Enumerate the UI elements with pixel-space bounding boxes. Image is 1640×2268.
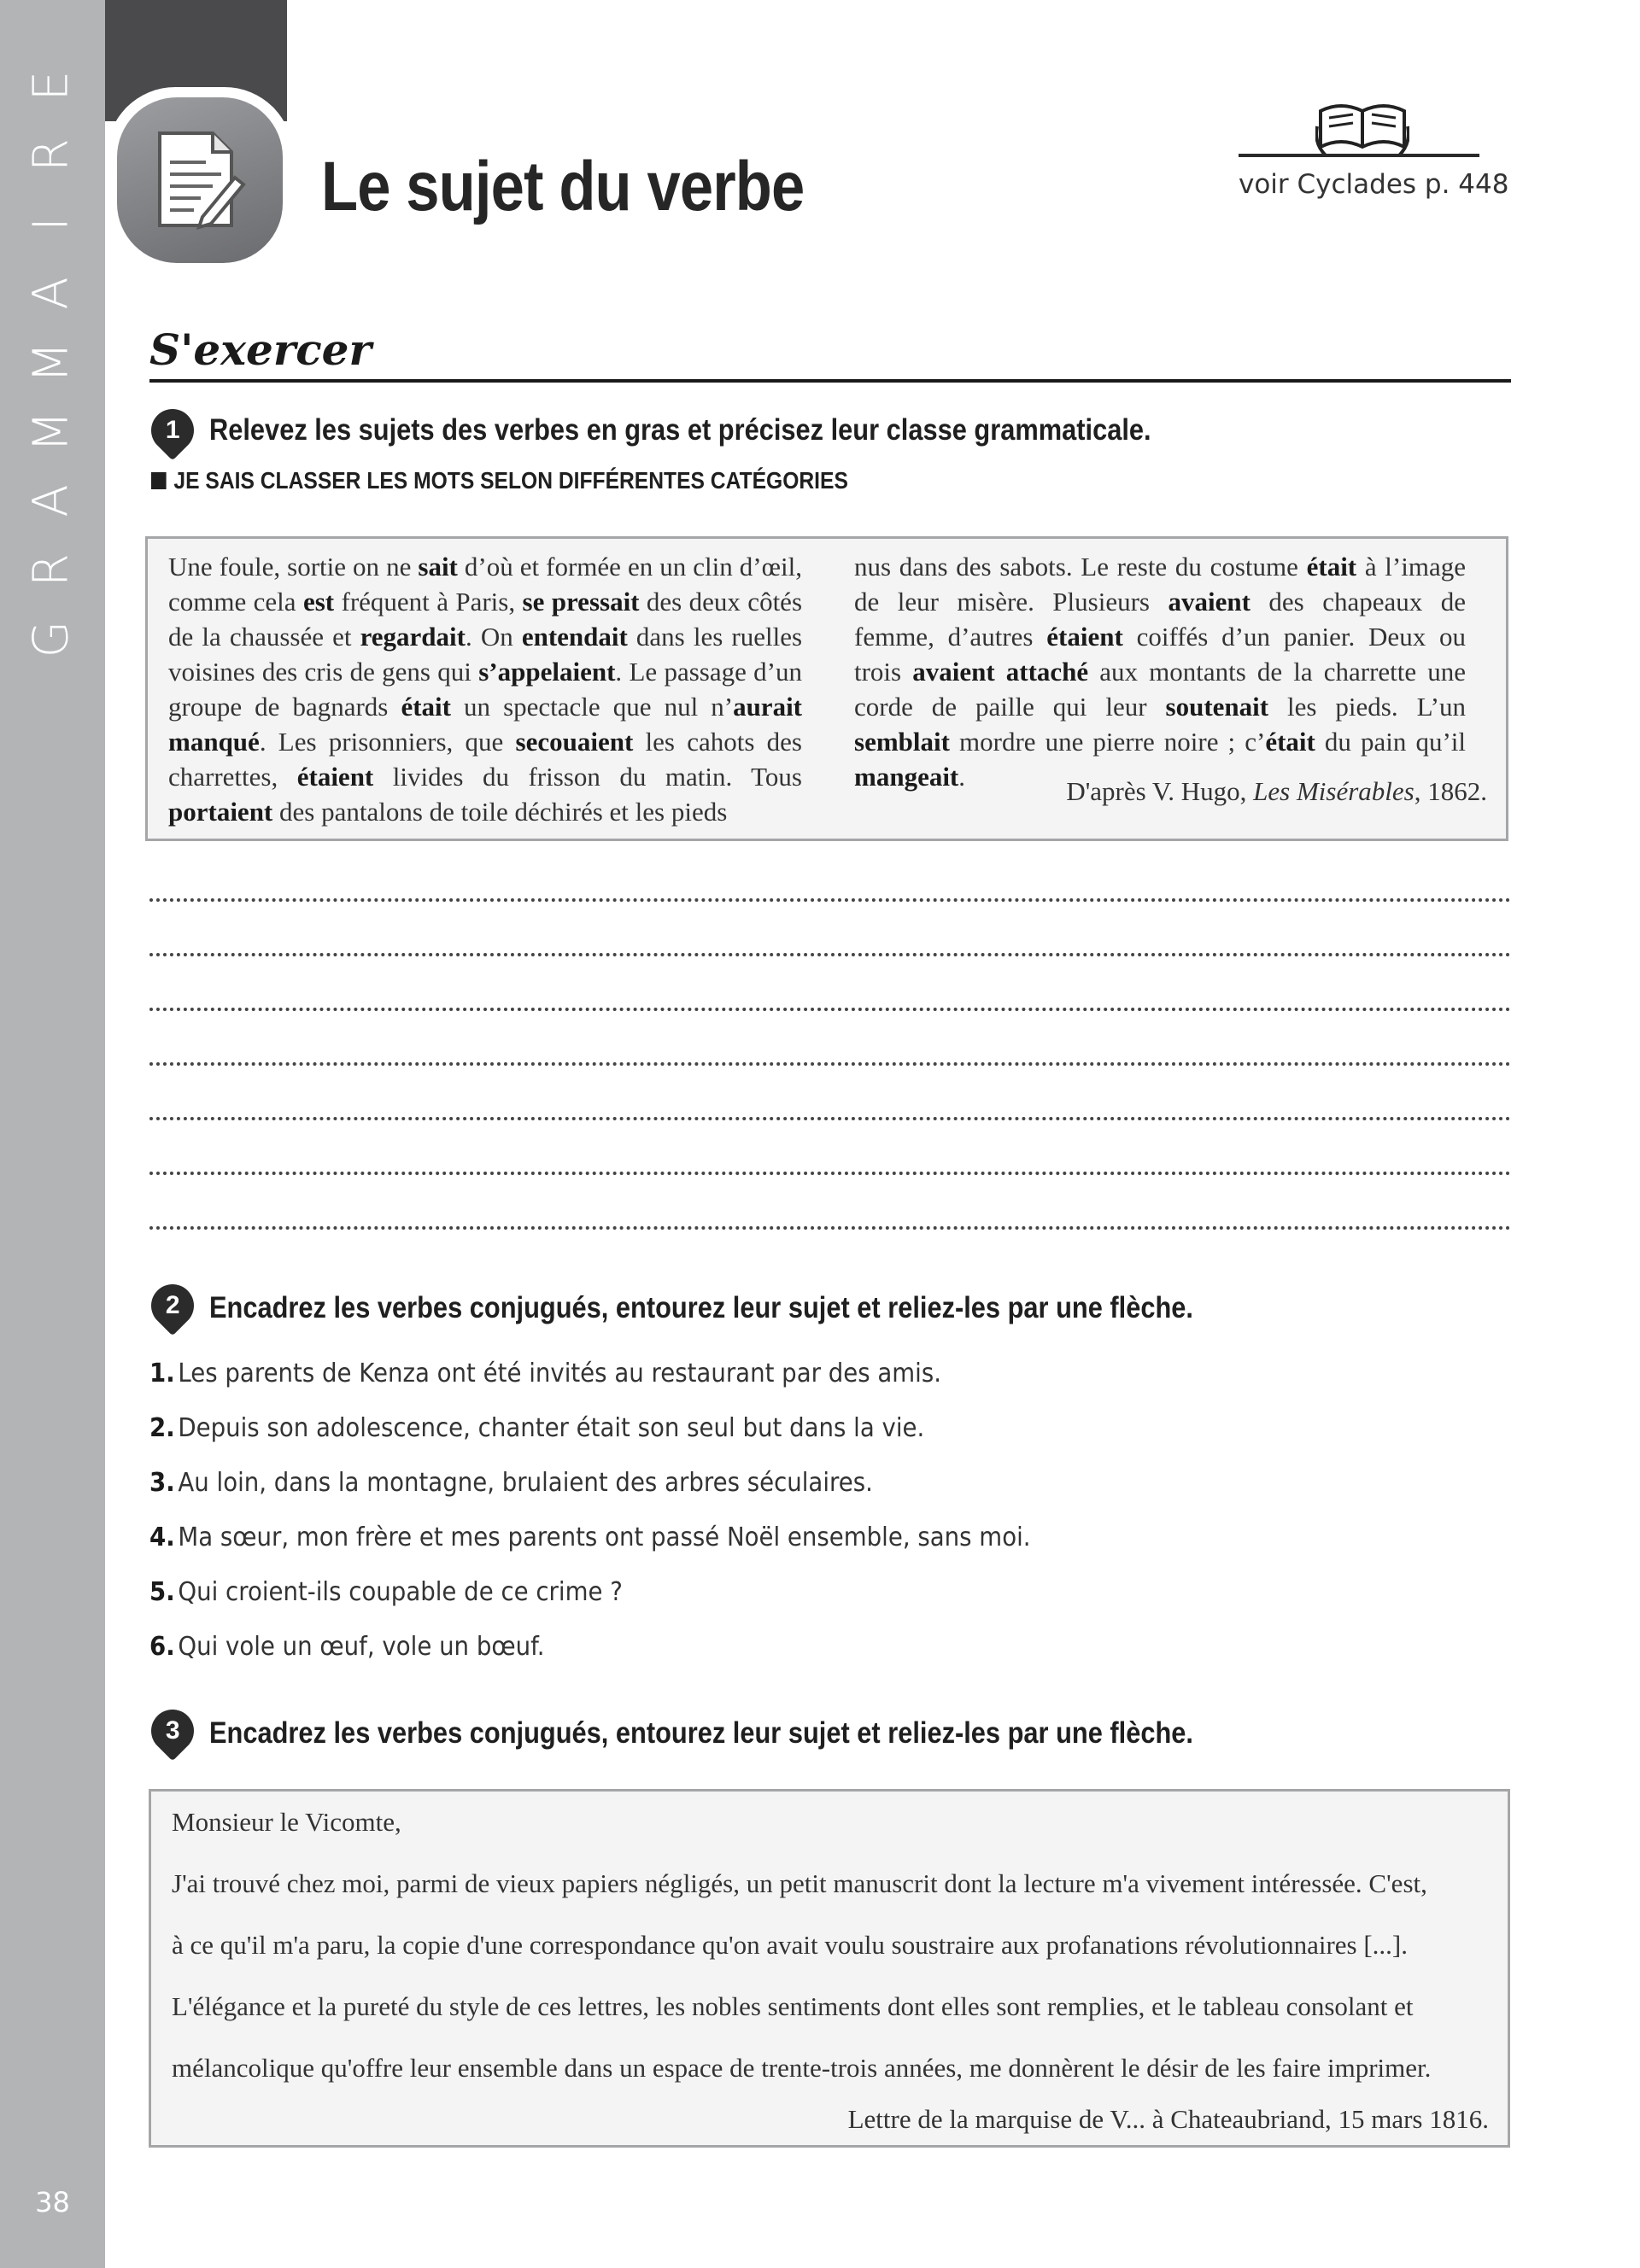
page-title: Le sujet du verbe [321, 148, 805, 225]
sentence-item: 6. Qui vole un œuf, vole un bœuf. [149, 1632, 545, 1662]
section-rule [149, 379, 1511, 383]
vertical-word-letter: R [23, 553, 79, 587]
reference-rule [1239, 154, 1479, 157]
exercise-number-badge: 2 [143, 1276, 203, 1336]
vertical-word-letter: R [23, 138, 79, 172]
answer-line[interactable] [149, 1172, 1511, 1175]
vertical-word-letter: G [23, 620, 79, 658]
document-pencil-icon [117, 97, 283, 263]
vertical-section-word [17, 51, 85, 674]
exercise-3-instruction: Encadrez les verbes conjugués, entourez leur sujet et reliez-les par une flèche. [209, 1716, 1193, 1750]
sidebar-band [0, 0, 105, 2268]
vertical-word-letter: E [23, 70, 79, 102]
answer-line[interactable] [149, 953, 1511, 956]
vertical-word-letter: I [23, 217, 79, 231]
sentence-item: 1. Les parents de Kenza ont été invités au restaurant par des amis. [149, 1359, 942, 1388]
letter-source: Lettre de la marquise de V... à Chateaubriand, 15 mars 1816. [847, 2104, 1489, 2134]
letter-line: L'élégance et la pureté du style de ces lettres, les nobles sentiments dont elles sont remplies, et le tableau consolant et [172, 1991, 1414, 2021]
vertical-word-letter: M [23, 411, 79, 453]
answer-line[interactable] [149, 1226, 1511, 1230]
extract-column-left: Une foule, sortie on ne sait d’où et formée en un clin d’œil, comme cela est fréquent à Paris, se pressait des deux côtés de la chaussée et regardait. On entendait dans les ruelles voisines des cris de gens qui s’appelaient. Le passage d’un groupe de bagnards était un spectacle que nul n’aurait manqué. Les prisonniers, que secouaient les cahots des charrettes, étaient livides du frisson du matin. Tous portaient des pantalons de toile déchirés et les pieds [168, 552, 803, 827]
sentence-item: 3. Au loin, dans la montagne, brulaient des arbres séculaires. [149, 1468, 873, 1498]
answer-line[interactable] [149, 1117, 1511, 1120]
letter-line: à ce qu'il m'a paru, la copie d'une correspondance qu'on avait voulu soustraire aux profanations révolutionnaires [...]. [172, 1930, 1408, 1960]
answer-line[interactable] [149, 898, 1511, 902]
vertical-word-letter: A [23, 277, 79, 310]
letter-line: Monsieur le Vicomte, [172, 1807, 401, 1837]
vertical-word-letter: M [23, 342, 79, 383]
sentence-item: 4. Ma sœur, mon frère et mes parents ont passé Noël ensemble, sans moi. [149, 1523, 1031, 1552]
extract-source: D'après V. Hugo, Les Misérables, 1862. [1066, 776, 1487, 806]
sentence-item: 5. Qui croient-ils coupable de ce crime ? [149, 1577, 623, 1607]
reference-text: voir Cyclades p. 448 [1239, 169, 1509, 200]
extract-column-right: nus dans des sabots. Le reste du costume était à l’image de leur misère. Plusieurs avaient des chapeaux de femme, d’autres étaient coiffés d’un panier. Deux ou trois avaient attaché aux montants de la charrette une corde de paille qui leur soutenait les pieds. L’un semblait mordre une pierre noire ; c’était du pain qu’il mangeait. [854, 552, 1466, 792]
exercise-1-instruction: Relevez les sujets des verbes en gras et précisez leur classe grammaticale. [209, 413, 1151, 447]
text-extract-box [145, 536, 1508, 841]
page-number: 38 [35, 2186, 70, 2218]
letter-line: mélancolique qu'offre leur ensemble dans un espace de trente-trois années, me donnèrent le désir de les faire imprimer. [172, 2053, 1432, 2083]
section-heading: S'exercer [149, 324, 372, 375]
answer-line[interactable] [149, 1008, 1511, 1011]
sentence-item: 2. Depuis son adolescence, chanter était son seul but dans la vie. [149, 1413, 925, 1443]
answer-line[interactable] [149, 1062, 1511, 1066]
reading-person-icon [1315, 92, 1409, 157]
letter-extract-box [149, 1789, 1510, 2148]
skill-label: JE SAIS CLASSER LES MOTS SELON DIFFÉRENTES CATÉGORIES [151, 467, 848, 494]
exercise-number-badge: 3 [143, 1701, 203, 1762]
square-bullet-icon [151, 472, 167, 489]
exercise-2-instruction: Encadrez les verbes conjugués, entourez leur sujet et reliez-les par une flèche. [209, 1291, 1193, 1324]
letter-line: J'ai trouvé chez moi, parmi de vieux papiers négligés, un petit manuscrit dont la lecture m'a vivement intéressée. C'est, [172, 1868, 1427, 1898]
vertical-word-letter: A [23, 484, 79, 517]
exercise-number-badge: 1 [143, 400, 203, 461]
